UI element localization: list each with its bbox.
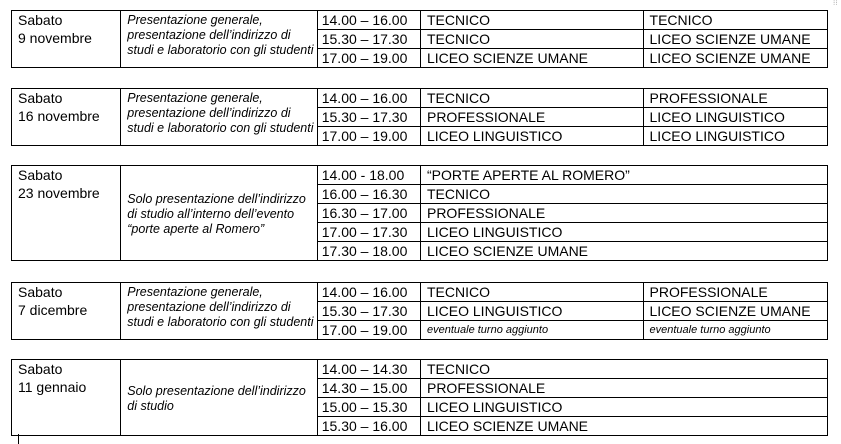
course-cell: PROFESSIONALE: [643, 283, 827, 302]
time-cell: 17.00 – 19.00: [317, 49, 420, 68]
course-cell: TECNICO: [420, 30, 643, 49]
course-cell: LICEO SCIENZE UMANE: [420, 417, 827, 436]
course-cell: TECNICO: [420, 11, 643, 30]
date-label: 11 gennaio: [18, 379, 87, 395]
course-cell: eventuale turno aggiunto: [643, 321, 827, 340]
time-cell: 17.00 – 19.00: [317, 127, 420, 146]
time-cell: 14.00 – 14.30: [317, 360, 420, 379]
course-cell: TECNICO: [420, 360, 827, 379]
course-cell: LICEO SCIENZE UMANE: [420, 49, 643, 68]
course-cell: TECNICO: [420, 185, 827, 204]
course-cell: LICEO SCIENZE UMANE: [643, 302, 827, 321]
date-label: 9 novembre: [18, 30, 92, 46]
day-label: Sabato: [18, 12, 63, 28]
table-row: [12, 283, 828, 302]
course-cell: TECNICO: [420, 283, 643, 302]
text-cursor: [18, 434, 19, 444]
schedule-table-16-novembre: [11, 88, 828, 146]
date-cell: [12, 11, 121, 68]
table-row: [12, 166, 828, 185]
course-cell: LICEO LINGUISTICO: [420, 398, 827, 417]
time-cell: 14.00 – 16.00: [317, 89, 420, 108]
course-cell: LICEO LINGUISTICO: [643, 127, 827, 146]
schedule-table-23-novembre: [11, 165, 828, 261]
time-cell: 15.30 – 17.30: [317, 302, 420, 321]
course-cell: LICEO LINGUISTICO: [420, 127, 643, 146]
time-cell: 17.30 – 18.00: [317, 242, 420, 261]
time-cell: 17.00 – 19.00: [317, 321, 420, 340]
day-label: Sabato: [18, 90, 63, 106]
description-cell: Presentazione generale, presentazione dell’indirizzo di studi e laboratorio con gli studenti: [121, 11, 317, 68]
course-cell: LICEO SCIENZE UMANE: [420, 242, 827, 261]
date-label: 7 dicembre: [18, 302, 88, 318]
date-label: 23 novembre: [18, 185, 100, 201]
time-cell: 14.30 – 15.00: [317, 379, 420, 398]
schedule-table-11-gennaio: [11, 359, 828, 436]
schedule-table-9-novembre: [11, 10, 828, 68]
time-cell: 15.00 – 15.30: [317, 398, 420, 417]
date-cell: [12, 89, 121, 146]
course-cell: TECNICO: [420, 89, 643, 108]
course-cell: PROFESSIONALE: [420, 204, 827, 223]
time-cell: 14.00 – 16.00: [317, 11, 420, 30]
course-cell: PROFESSIONALE: [643, 89, 827, 108]
description-cell: Presentazione generale, presentazione dell’indirizzo di studi e laboratorio con gli studenti: [121, 283, 317, 340]
course-cell: eventuale turno aggiunto: [420, 321, 643, 340]
course-cell: LICEO SCIENZE UMANE: [643, 49, 827, 68]
day-label: Sabato: [18, 284, 63, 300]
table-row: [12, 360, 828, 379]
course-cell: LICEO LINGUISTICO: [643, 108, 827, 127]
course-cell: TECNICO: [643, 11, 827, 30]
date-cell: [12, 166, 121, 261]
course-cell: “PORTE APERTE AL ROMERO”: [420, 166, 827, 185]
time-cell: 15.30 – 17.30: [317, 108, 420, 127]
course-cell: PROFESSIONALE: [420, 379, 827, 398]
time-cell: 14.00 - 18.00: [317, 166, 420, 185]
time-cell: 15.30 – 17.30: [317, 30, 420, 49]
time-cell: 15.30 – 16.00: [317, 417, 420, 436]
course-cell: LICEO LINGUISTICO: [420, 302, 643, 321]
time-cell: 14.00 – 16.00: [317, 283, 420, 302]
table-row: [12, 11, 828, 30]
course-cell: LICEO SCIENZE UMANE: [643, 30, 827, 49]
course-cell: LICEO LINGUISTICO: [420, 223, 827, 242]
date-label: 16 novembre: [18, 108, 100, 124]
time-cell: 16.00 – 16.30: [317, 185, 420, 204]
time-cell: 17.00 – 17.30: [317, 223, 420, 242]
description-cell: Presentazione generale, presentazione dell’indirizzo di studi e laboratorio con gli studenti: [121, 89, 317, 146]
table-move-handle-icon[interactable]: ⁝⁝: [833, 0, 838, 7]
day-label: Sabato: [18, 361, 63, 377]
time-cell: 16.30 – 17.00: [317, 204, 420, 223]
date-cell: [12, 283, 121, 340]
description-cell: Solo presentazione dell’indirizzo di studio all’interno dell’evento “porte aperte al Romero”: [121, 166, 317, 261]
table-row: [12, 89, 828, 108]
description-cell: Solo presentazione dell’indirizzo di studio: [121, 360, 317, 436]
schedule-table-7-dicembre: [11, 282, 828, 340]
date-cell: [12, 360, 121, 436]
day-label: Sabato: [18, 167, 63, 183]
course-cell: PROFESSIONALE: [420, 108, 643, 127]
